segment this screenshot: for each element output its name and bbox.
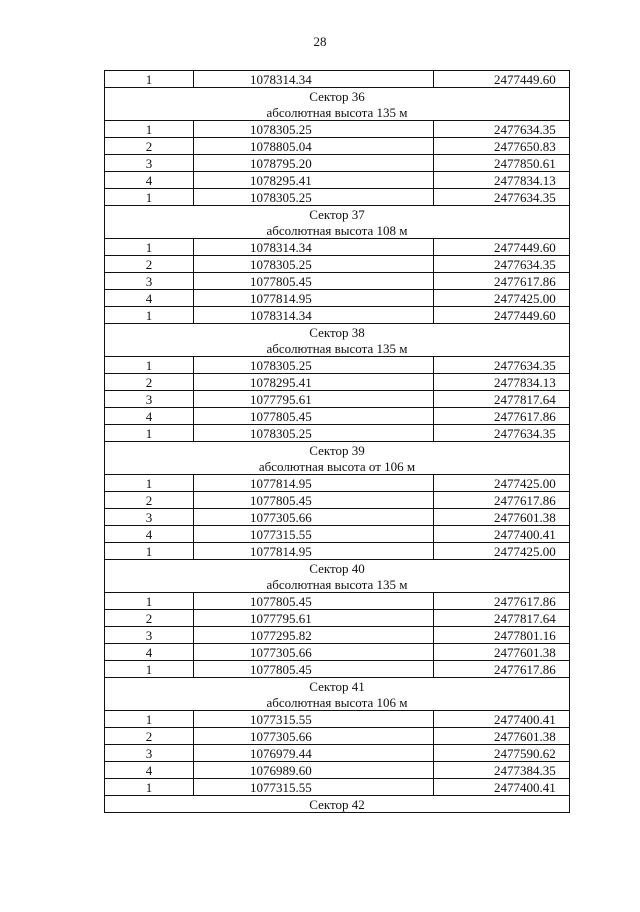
- point-number: 1: [105, 475, 194, 492]
- coord-x: 1077315.55: [194, 779, 434, 796]
- coord-x: 1077315.55: [194, 711, 434, 728]
- table-row: [105, 374, 570, 391]
- point-number: 2: [105, 728, 194, 745]
- table-row: [105, 475, 570, 492]
- table-row: [105, 509, 570, 526]
- coord-x: 1077814.95: [194, 543, 434, 560]
- point-number: 3: [105, 391, 194, 408]
- coord-y: 2477617.86: [434, 492, 570, 509]
- coord-y: 2477634.35: [434, 189, 570, 206]
- point-number: 1: [105, 543, 194, 560]
- coord-y: 2477617.86: [434, 593, 570, 610]
- point-number: 2: [105, 256, 194, 273]
- coord-x: 1077814.95: [194, 475, 434, 492]
- sector-title-row: [105, 206, 570, 223]
- coord-y: 2477449.60: [434, 239, 570, 256]
- coord-y: 2477449.60: [434, 307, 570, 324]
- point-number: 4: [105, 290, 194, 307]
- sector-title-row: [105, 324, 570, 341]
- coord-y: 2477400.41: [434, 526, 570, 543]
- table-row: [105, 593, 570, 610]
- sector-height: абсолютная высота от 106 м: [105, 458, 570, 475]
- sector-title: Сектор 41: [105, 678, 570, 695]
- coord-x: 1078305.25: [194, 425, 434, 442]
- table-row: [105, 543, 570, 560]
- point-number: 1: [105, 189, 194, 206]
- table-row: [105, 189, 570, 206]
- coord-y: 2477601.38: [434, 644, 570, 661]
- coord-y: 2477400.41: [434, 779, 570, 796]
- coord-y: 2477817.64: [434, 610, 570, 627]
- coord-y: 2477590.62: [434, 745, 570, 762]
- point-number: 3: [105, 627, 194, 644]
- sector-height: абсолютная высота 135 м: [105, 340, 570, 357]
- point-number: 2: [105, 610, 194, 627]
- point-number: 1: [105, 711, 194, 728]
- point-number: 1: [105, 71, 194, 88]
- table-row: [105, 745, 570, 762]
- point-number: 4: [105, 172, 194, 189]
- point-number: 1: [105, 307, 194, 324]
- coord-x: 1078305.25: [194, 357, 434, 374]
- coord-y: 2477601.38: [434, 728, 570, 745]
- sector-height: абсолютная высота 108 м: [105, 222, 570, 239]
- coord-x: 1077305.66: [194, 644, 434, 661]
- coord-y: 2477384.35: [434, 762, 570, 779]
- sector-title: Сектор 38: [105, 324, 570, 341]
- coord-x: 1077295.82: [194, 627, 434, 644]
- page-number: 28: [313, 34, 327, 49]
- coord-y: 2477834.13: [434, 374, 570, 391]
- table-row: [105, 155, 570, 172]
- sector-title: Сектор 40: [105, 560, 570, 577]
- table-row: [105, 779, 570, 796]
- coord-y: 2477601.38: [434, 509, 570, 526]
- coord-x: 1077814.95: [194, 290, 434, 307]
- coord-x: 1077805.45: [194, 408, 434, 425]
- point-number: 1: [105, 239, 194, 256]
- sector-height-row: [105, 222, 570, 239]
- sector-height: абсолютная высота 135 м: [105, 104, 570, 121]
- table-row: [105, 256, 570, 273]
- sector-height: абсолютная высота 135 м: [105, 576, 570, 593]
- sector-height-row: [105, 340, 570, 357]
- table-row: [105, 307, 570, 324]
- sector-title: Сектор 36: [105, 88, 570, 105]
- sector-title-row: [105, 796, 570, 813]
- point-number: 2: [105, 492, 194, 509]
- point-number: 3: [105, 509, 194, 526]
- point-number: 1: [105, 661, 194, 678]
- coord-y: 2477834.13: [434, 172, 570, 189]
- table-row: [105, 138, 570, 155]
- point-number: 3: [105, 155, 194, 172]
- sector-title-row: [105, 88, 570, 105]
- coord-x: 1078314.34: [194, 307, 434, 324]
- coord-x: 1077305.66: [194, 728, 434, 745]
- coord-x: 1078805.04: [194, 138, 434, 155]
- coord-y: 2477449.60: [434, 71, 570, 88]
- table-row: [105, 121, 570, 138]
- sector-title: Сектор 42: [105, 796, 570, 813]
- table-row: [105, 661, 570, 678]
- coord-x: 1077795.61: [194, 610, 434, 627]
- coord-x: 1077805.45: [194, 661, 434, 678]
- sector-title-row: [105, 678, 570, 695]
- sector-title: Сектор 39: [105, 442, 570, 459]
- table-row: [105, 644, 570, 661]
- coord-x: 1077805.45: [194, 492, 434, 509]
- table-row: [105, 408, 570, 425]
- table-row: [105, 357, 570, 374]
- coord-x: 1078314.34: [194, 71, 434, 88]
- point-number: 2: [105, 374, 194, 391]
- table-row: [105, 391, 570, 408]
- coord-y: 2477850.61: [434, 155, 570, 172]
- coord-y: 2477425.00: [434, 475, 570, 492]
- table-row: [105, 711, 570, 728]
- coord-x: 1078305.25: [194, 121, 434, 138]
- coordinates-table: [104, 70, 570, 813]
- coord-x: 1077795.61: [194, 391, 434, 408]
- coord-x: 1076979.44: [194, 745, 434, 762]
- point-number: 2: [105, 138, 194, 155]
- coord-y: 2477634.35: [434, 425, 570, 442]
- table-row: [105, 627, 570, 644]
- coord-x: 1077805.45: [194, 273, 434, 290]
- coord-x: 1078305.25: [194, 256, 434, 273]
- coord-y: 2477634.35: [434, 256, 570, 273]
- sector-title-row: [105, 442, 570, 459]
- sector-height: абсолютная высота 106 м: [105, 694, 570, 711]
- coord-x: 1076989.60: [194, 762, 434, 779]
- coord-y: 2477400.41: [434, 711, 570, 728]
- coord-x: 1077305.66: [194, 509, 434, 526]
- point-number: 4: [105, 644, 194, 661]
- coord-y: 2477617.86: [434, 661, 570, 678]
- table-row: [105, 239, 570, 256]
- coord-y: 2477801.16: [434, 627, 570, 644]
- point-number: 3: [105, 745, 194, 762]
- point-number: 4: [105, 762, 194, 779]
- table-row: [105, 290, 570, 307]
- coord-y: 2477425.00: [434, 543, 570, 560]
- table-row: [105, 71, 570, 88]
- sector-title: Сектор 37: [105, 206, 570, 223]
- sector-height-row: [105, 104, 570, 121]
- table-row: [105, 273, 570, 290]
- coord-x: 1077315.55: [194, 526, 434, 543]
- coordinates-table-body: [105, 71, 570, 813]
- point-number: 3: [105, 273, 194, 290]
- point-number: 4: [105, 526, 194, 543]
- table-row: [105, 728, 570, 745]
- sector-title-row: [105, 560, 570, 577]
- point-number: 1: [105, 593, 194, 610]
- coord-x: 1078295.41: [194, 172, 434, 189]
- coord-y: 2477634.35: [434, 121, 570, 138]
- point-number: 1: [105, 425, 194, 442]
- coord-x: 1078305.25: [194, 189, 434, 206]
- coord-x: 1078314.34: [194, 239, 434, 256]
- point-number: 1: [105, 121, 194, 138]
- coord-y: 2477617.86: [434, 273, 570, 290]
- coord-x: 1077805.45: [194, 593, 434, 610]
- sector-height-row: [105, 694, 570, 711]
- coord-x: 1078795.20: [194, 155, 434, 172]
- coord-y: 2477650.83: [434, 138, 570, 155]
- coord-y: 2477634.35: [434, 357, 570, 374]
- table-row: [105, 492, 570, 509]
- table-row: [105, 425, 570, 442]
- coord-x: 1078295.41: [194, 374, 434, 391]
- sector-height-row: [105, 458, 570, 475]
- coord-y: 2477817.64: [434, 391, 570, 408]
- point-number: 1: [105, 779, 194, 796]
- table-row: [105, 172, 570, 189]
- table-row: [105, 762, 570, 779]
- table-row: [105, 526, 570, 543]
- point-number: 4: [105, 408, 194, 425]
- sector-height-row: [105, 576, 570, 593]
- point-number: 1: [105, 357, 194, 374]
- coord-y: 2477425.00: [434, 290, 570, 307]
- coord-y: 2477617.86: [434, 408, 570, 425]
- table-row: [105, 610, 570, 627]
